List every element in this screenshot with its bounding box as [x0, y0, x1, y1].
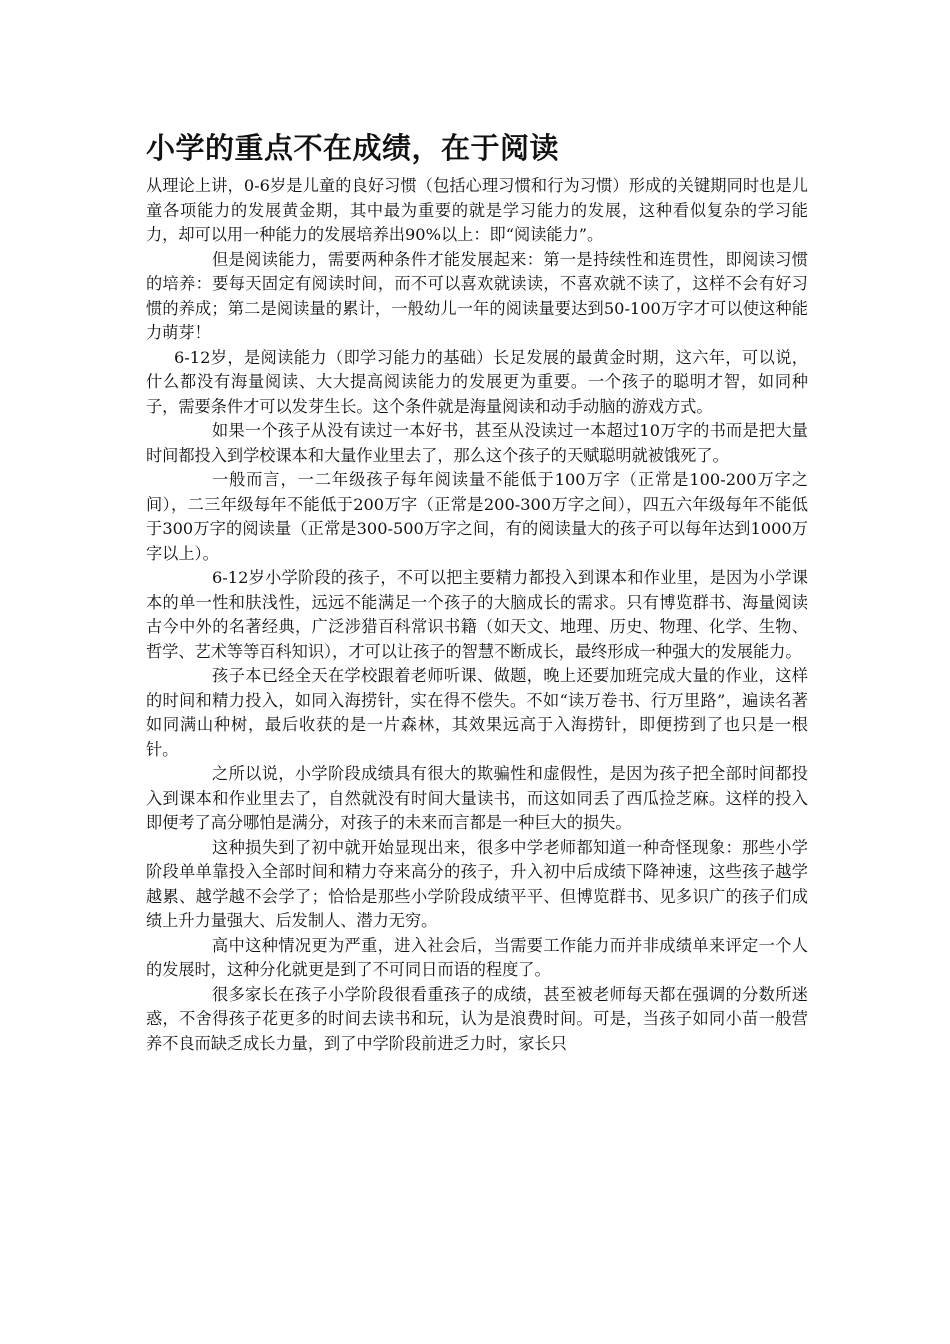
paragraph-6: 6-12岁小学阶段的孩子，不可以把主要精力都投入到课本和作业里，是因为小学课本的单一性和肤浅性，远远不能满足一个孩子的大脑成长的需求。只有博览群书、海量阅读古今中外的名著经典，广泛涉猎百科常识书籍（如天文、地理、历史、物理、化学、生物、哲学、艺术等等百科知识），才可以让孩子的智慧不断成长，最终形成一种强大的发展能力。: [146, 568, 808, 661]
paragraph-11: 很多家长在孩子小学阶段很看重孩子的成绩，甚至被老师每天都在强调的分数所迷惑，不舍得孩子花更多的时间去读书和玩，认为是浪费时间。可是，当孩子如同小苗一般营养不良而缺乏成长力量，到了中学阶段前进乏力时，家长只: [146, 984, 808, 1053]
paragraph-3: 6-12岁，是阅读能力（即学习能力的基础）长足发展的最黄金时期，这六年，可以说，什么都没有海量阅读、大大提高阅读能力的发展更为重要。一个孩子的聪明才智，如同种子，需要条件才可以发芽生长。这个条件就是海量阅读和动手动脑的游戏方式。: [146, 347, 808, 416]
paragraph-1: 从理论上讲，0-6岁是儿童的良好习惯（包括心理习惯和行为习惯）形成的关键期同时也是儿童各项能力的发展黄金期，其中最为重要的就是学习能力的发展，这种看似复杂的学习能力，却可以用一种能力的发展培养出90%以上：即“阅读能力”。: [146, 176, 808, 244]
paragraph-10: 高中这种情况更为严重，进入社会后，当需要工作能力而并非成绩单来评定一个人的发展时，这种分化就更是到了不可同日而语的程度了。: [146, 935, 808, 979]
paragraph-2: 但是阅读能力，需要两种条件才能发展起来：第一是持续性和连贯性，即阅读习惯的培养：要每天固定有阅读时间，而不可以喜欢就读读，不喜欢就不读了，这样不会有好习惯的养成；第二是阅读量的累计，一般幼儿一年的阅读量要达到50-100万字才可以使这种能力萌芽！: [146, 249, 808, 342]
article-body: [146, 174, 808, 1056]
paragraph-5: 一般而言，一二年级孩子每年阅读量不能低于100万字（正常是100-200万字之间），二三年级每年不能低于200万字（正常是200-300万字之间），四五六年级每年不能低于300万字的阅读量（正常是300-500万字之间，有的阅读量大的孩子可以每年达到1000万字以上）。: [146, 470, 808, 563]
paragraph-9: 这种损失到了初中就开始显现出来，很多中学老师都知道一种奇怪现象：那些小学阶段单单靠投入全部时间和精力夺来高分的孩子，升入初中后成绩下降神速，这些孩子越学越累、越学越不会学了；恰恰是那些小学阶段成绩平平、但博览群书、见多识广的孩子们成绩上升力量强大、后发制人、潜力无穷。: [146, 837, 808, 930]
paragraph-8: 之所以说，小学阶段成绩具有很大的欺骗性和虚假性，是因为孩子把全部时间都投入到课本和作业里去了，自然就没有时间大量读书，而这如同丢了西瓜捡芝麻。这样的投入即便考了高分哪怕是满分，对孩子的未来而言都是一种巨大的损失。: [146, 764, 808, 832]
paragraph-7: 孩子本已经全天在学校跟着老师听课、做题，晚上还要加班完成大量的作业，这样的时间和精力投入，如同入海捞针，实在得不偿失。不如“读万卷书、行万里路”，遍读名著如同满山种树，最后收获的是一片森林，其效果远高于入海捞针，即便捞到了也只是一根针。: [146, 666, 808, 759]
paragraph-4: 如果一个孩子从没有读过一本好书，甚至从没读过一本超过10万字的书而是把大量时间都投入到学校课本和大量作业里去了，那么这个孩子的天赋聪明就被饿死了。: [146, 421, 808, 465]
article-title: 小学的重点不在成绩，在于阅读: [146, 131, 560, 165]
